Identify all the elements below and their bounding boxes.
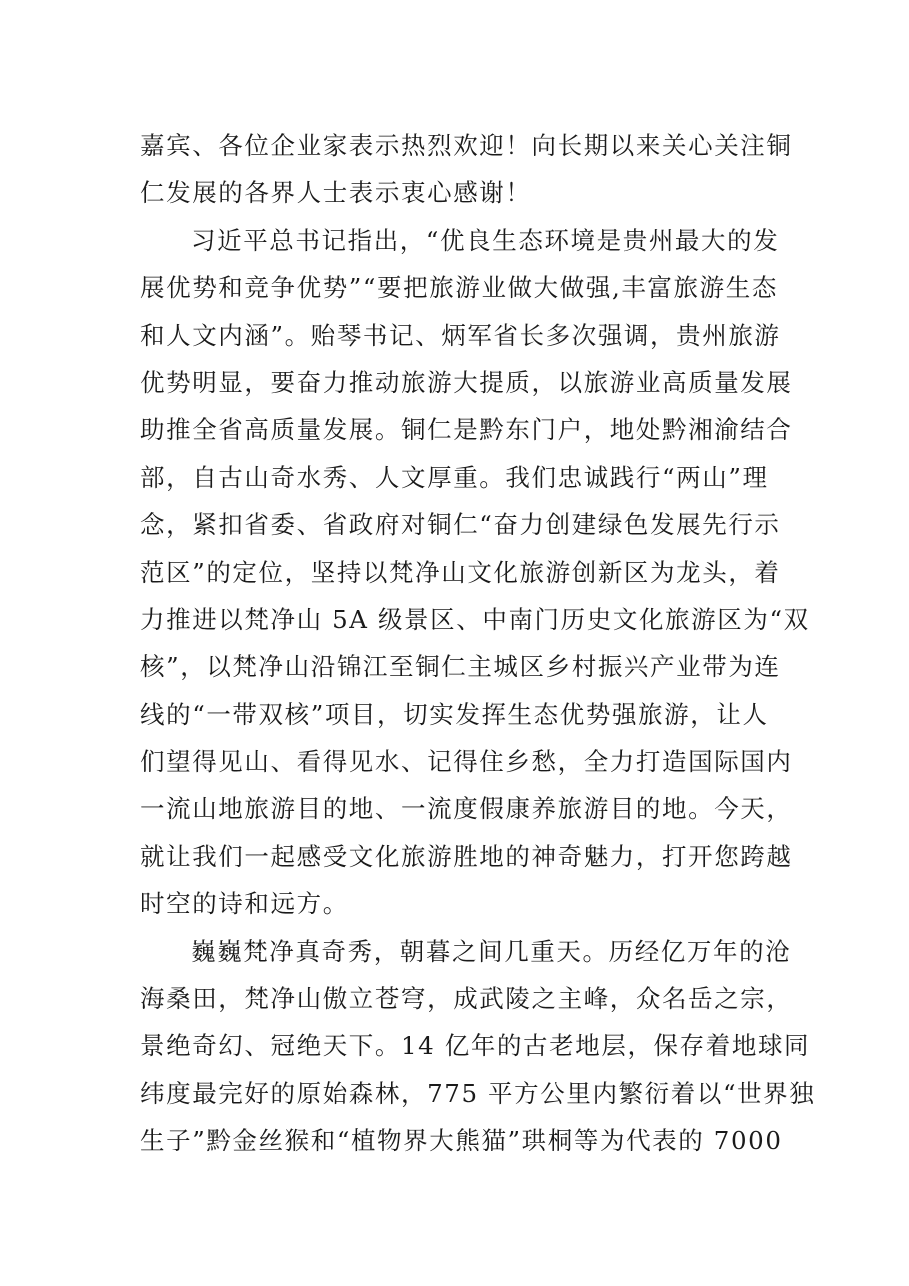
text-line: 们望得见山、看得见水、记得住乡愁，全力打造国际国内 xyxy=(140,747,793,777)
text-line: 一流山地旅游目的地、一流度假康养旅游目的地。今天， xyxy=(140,794,793,824)
text-line: 优势明显，要奋力推动旅游大提质，以旅游业高质量发展 xyxy=(140,367,793,397)
text-line: 时空的诗和远方。 xyxy=(140,889,349,919)
text-line: 部，自古山奇水秀、人文厚重。我们忠诚践行“两山”理 xyxy=(140,462,769,492)
text-line: 核”，以梵净山沿锦江至铜仁主城区乡村振兴产业带为连 xyxy=(140,652,781,682)
text-line: 线的“一带双核”项目，切实发挥生态优势强旅游，让人 xyxy=(140,699,769,729)
text-line: 就让我们一起感受文化旅游胜地的神奇魅力，打开您跨越 xyxy=(140,841,793,871)
text-line: 生子”黔金丝猴和“植物界大熊猫”珙桐等为代表的 7000 xyxy=(140,1126,783,1156)
paragraph-1 xyxy=(140,122,793,217)
text-line: 习近平总书记指出，“优良生态环境是贵州最大的发 xyxy=(191,225,780,255)
text-line: 力推进以梵净山 5A 级景区、中南门历史文化旅游区为“双 xyxy=(140,604,810,634)
text-line: 巍巍梵净真奇秀，朝暮之间几重天。历经亿万年的沧 xyxy=(191,936,792,966)
body-text xyxy=(140,122,816,1165)
text-line: 念，紧扣省委、省政府对铜仁“奋力创建绿色发展先行示 xyxy=(140,510,781,540)
text-line: 和人文内涵”。贻琴书记、炳军省长多次强调，贵州旅游 xyxy=(140,320,781,350)
text-line: 展优势和竞争优势”“要把旅游业做大做强,丰富旅游生态 xyxy=(140,273,778,303)
text-line: 助推全省高质量发展。铜仁是黔东门户，地处黔湘渝结合 xyxy=(140,415,793,445)
paragraph-3 xyxy=(140,928,816,1165)
paragraph-2 xyxy=(140,217,810,928)
text-line: 纬度最完好的原始森林，775 平方公里内繁衍着以“世界独 xyxy=(140,1078,816,1108)
text-line: 嘉宾、各位企业家表示热烈欢迎！向长期以来关心关注铜 xyxy=(140,131,793,160)
text-line: 海桑田，梵净山傲立苍穹，成武陵之主峰，众名岳之宗， xyxy=(140,984,793,1014)
text-line: 景绝奇幻、冠绝天下。14 亿年的古老地层，保存着地球同 xyxy=(140,1031,811,1061)
text-line: 仁发展的各界人士表示衷心感谢！ xyxy=(140,178,532,208)
text-line: 范区”的定位，坚持以梵净山文化旅游创新区为龙头，着 xyxy=(140,557,781,587)
